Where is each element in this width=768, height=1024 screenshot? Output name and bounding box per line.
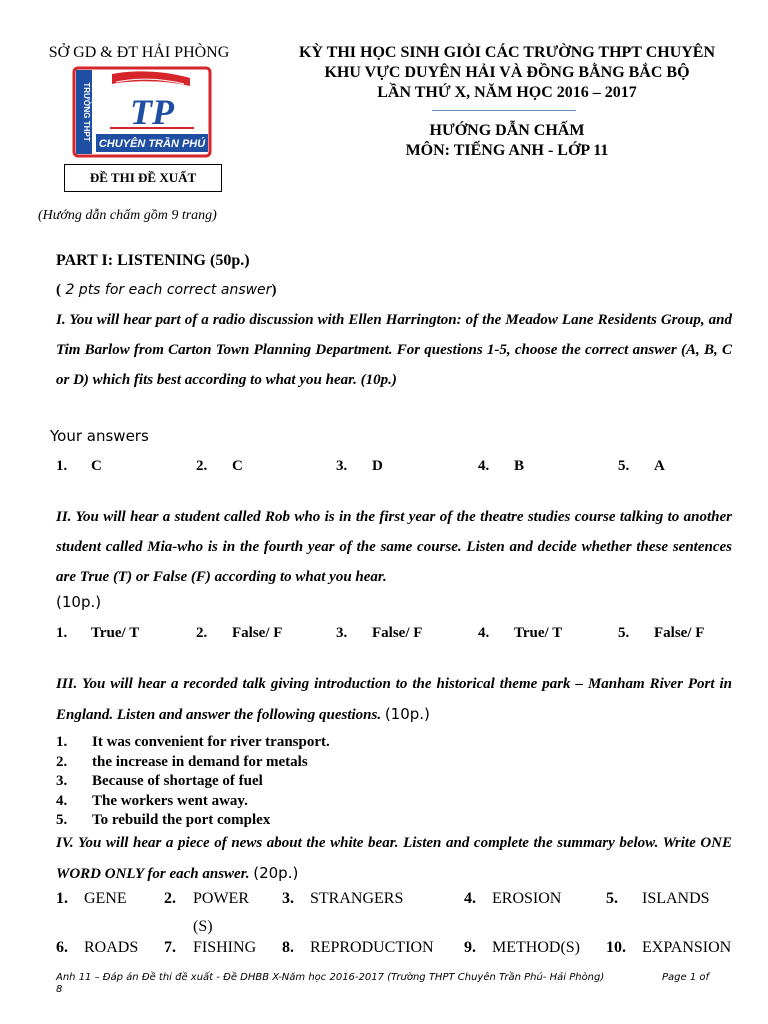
s1-answer-4: B: [514, 458, 525, 474]
s4-num-2: 2.: [164, 890, 176, 907]
list-item: [56, 773, 656, 793]
section2-points: (10p.): [56, 593, 102, 611]
s2-num-1: 1.: [56, 625, 68, 641]
s2-num-5: 5.: [618, 625, 630, 641]
section2-instruction: II. You will hear a student called Rob who is in the first year of the theatre studies course talking to another student called Mia-who is in the fourth year of the same course. Listen and decide whether these sentences are True (T) or False (F) according to what you hear.: [56, 509, 732, 585]
s4-num-7: 7.: [164, 939, 176, 956]
s4-answer-2: POWER: [193, 890, 249, 907]
s3-answer-1: It was convenient for river transport.: [92, 734, 330, 750]
logo-text: CHUYÊN TRẦN PHÚ: [98, 138, 206, 150]
footer-text: Anh 11 – Đáp án Đề thi đề xuất - Đề DHBB X-Năm học 2016-2017 (Trường THPT Chuyên Trần Phú- Hải Phòng): [56, 972, 605, 983]
page-count-note: (Hướng dẫn chấm gồm 9 trang): [38, 208, 217, 223]
scoring-close: ): [271, 282, 277, 298]
s1-num-4: 4.: [478, 458, 490, 474]
list-item: [56, 734, 656, 754]
section4-answers: [56, 890, 746, 966]
s3-num-1: 1.: [56, 734, 68, 750]
section4-instruction: IV. You will hear a piece of news about the white bear. Listen and complete the summary below. Write ONE WORD ONLY for each answer.: [56, 835, 732, 882]
s4-answer-10: EXPANSION: [642, 939, 732, 956]
s3-answer-5: To rebuild the port complex: [92, 812, 271, 828]
s1-answer-1: C: [91, 458, 102, 474]
s4-answer-2-suffix: (S): [193, 918, 213, 935]
s3-num-3: 3.: [56, 773, 68, 789]
s4-num-1: 1.: [56, 890, 68, 907]
section3-answers: [56, 734, 656, 832]
s3-num-2: 2.: [56, 753, 68, 770]
part-title: PART I: LISTENING (50p.): [56, 252, 250, 269]
s4-answer-1: GENE: [84, 890, 127, 907]
s4-num-10: 10.: [606, 939, 626, 956]
s2-num-2: 2.: [196, 625, 208, 641]
section1-instruction: I. You will hear part of a radio discussion with Ellen Harrington: of the Meadow Lane Residents Group, and Tim Barlow from Carton Town Planning Department. For questions 1-5, choose the correct answer (A, B, C or D) which fits best according to what you hear. (10p.): [56, 312, 732, 388]
s4-answer-4: EROSION: [492, 890, 562, 907]
s2-answer-5: False/ F: [654, 625, 705, 641]
section4-block: [56, 828, 732, 889]
footer-total-pages: 8: [56, 984, 63, 995]
list-item: [56, 793, 656, 813]
s4-num-9: 9.: [464, 939, 476, 956]
proposal-label: ĐỀ THI ĐỀ XUẤT: [64, 164, 222, 192]
s2-answer-1: True/ T: [91, 625, 140, 641]
section3-block: [56, 669, 732, 730]
s4-answer-3: STRANGERS: [310, 890, 404, 907]
s4-answer-9: METHOD(S): [492, 939, 580, 956]
section3-instruction: III. You will hear a recorded talk giving introduction to the historical theme park – Manham River Port in England. Listen and answer the following questions.: [56, 676, 732, 723]
scoring-open: (: [56, 282, 61, 298]
s2-num-3: 3.: [336, 625, 348, 641]
s4-num-4: 4.: [464, 890, 476, 907]
s3-num-4: 4.: [56, 792, 68, 809]
footer: [56, 972, 716, 996]
scoring-note: [56, 282, 276, 299]
logo-side-text: TRƯỜNG THPT: [82, 82, 91, 142]
header-divider: [432, 110, 576, 111]
s3-answer-3: Because of shortage of fuel: [92, 773, 263, 789]
footer-page-label: Page 1 of: [662, 972, 710, 983]
s1-num-1: 1.: [56, 458, 68, 474]
s1-num-3: 3.: [336, 458, 348, 474]
school-logo: [72, 66, 212, 158]
scoring-text: 2 pts for each correct answer: [61, 282, 272, 298]
s3-answer-2: the increase in demand for metals: [92, 753, 308, 770]
s4-num-5: 5.: [606, 890, 618, 907]
s1-answer-5: A: [654, 458, 665, 474]
your-answers-label: Your answers: [50, 427, 149, 445]
exam-title-line2: KHU VỰC DUYÊN HẢI VÀ ĐỒNG BẰNG BẮC BỘ: [324, 64, 690, 81]
department-name: SỞ GD & ĐT HẢI PHÒNG: [48, 44, 230, 61]
s2-num-4: 4.: [478, 625, 490, 641]
list-item: [56, 754, 656, 774]
s2-answer-4: True/ T: [514, 625, 563, 641]
exam-title-line1: KỲ THI HỌC SINH GIỎI CÁC TRƯỜNG THPT CHUYÊN: [298, 44, 716, 61]
section1-answers: [56, 458, 736, 480]
s1-num-5: 5.: [618, 458, 630, 474]
s1-num-2: 2.: [196, 458, 208, 474]
guide-title: HƯỚNG DẪN CHẤM: [429, 122, 585, 139]
s4-num-6: 6.: [56, 939, 68, 956]
s4-answer-6: ROADS: [84, 939, 139, 956]
subject-line: MÔN: TIẾNG ANH - LỚP 11: [405, 142, 609, 159]
section2-answers: [56, 625, 736, 647]
s1-answer-2: C: [232, 458, 243, 474]
logo-graphic: [72, 66, 212, 158]
s4-num-3: 3.: [282, 890, 294, 907]
s2-answer-2: False/ F: [232, 625, 283, 641]
s3-num-5: 5.: [56, 812, 68, 828]
section4-points: (20p.): [253, 864, 299, 882]
s4-answer-7: FISHING: [193, 939, 257, 956]
s3-answer-4: The workers went away.: [92, 792, 248, 809]
s4-num-8: 8.: [282, 939, 294, 956]
s2-answer-3: False/ F: [372, 625, 423, 641]
logo-letters: TP: [130, 92, 174, 132]
s1-answer-3: D: [372, 458, 383, 474]
exam-title-line3: LẦN THỨ X, NĂM HỌC 2016 – 2017: [377, 84, 637, 101]
s4-answer-8: REPRODUCTION: [310, 939, 434, 956]
section3-points: (10p.): [384, 705, 430, 723]
s4-answer-5: ISLANDS: [642, 890, 710, 907]
